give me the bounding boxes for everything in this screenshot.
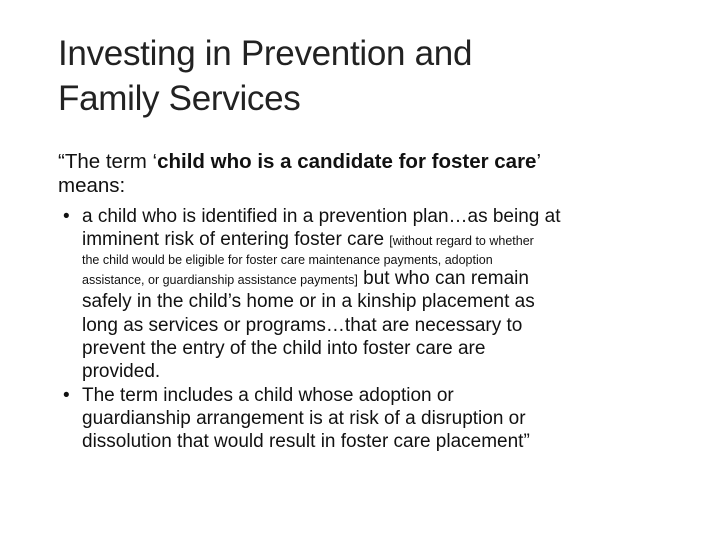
- bullet-1-line: a child who is identified in a prevention plan…as being at: [82, 206, 561, 227]
- bullet-1-small-line: the child would be eligible for foster care maintenance payments, adoption: [82, 253, 493, 267]
- intro-open: “The term ‘: [58, 150, 158, 173]
- title-line-2: Family Services: [58, 79, 301, 118]
- bullet-1-line: provided.: [82, 361, 161, 382]
- bullet-2-line: The term includes a child whose adoption or: [82, 385, 454, 406]
- title-line-1: Investing in Prevention and: [58, 34, 473, 73]
- bullet-2-line: guardianship arrangement is at risk of a disruption or: [82, 408, 526, 429]
- intro-close: ’: [536, 150, 542, 173]
- bullet-1-line: long as services or programs…that are necessary to: [82, 315, 523, 336]
- intro-bold-term: child who is a candidate for foster care: [157, 150, 537, 173]
- intro-line-1: [58, 150, 541, 174]
- bullet-icon: •: [63, 385, 70, 406]
- text: but who can remain: [363, 268, 529, 289]
- small-text: assistance, or guardianship assistance payments]: [82, 273, 358, 287]
- bullet-1-line: safely in the child’s home or in a kinship placement as: [82, 291, 535, 312]
- bullet-2-line: dissolution that would result in foster care placement”: [82, 431, 530, 452]
- bullet-1-line: [82, 268, 529, 290]
- intro-line-2: means:: [58, 174, 126, 197]
- bullet-icon: •: [63, 206, 70, 227]
- bullet-1-line: prevent the entry of the child into foster care are: [82, 338, 486, 359]
- small-text: [without regard to whether: [389, 234, 534, 248]
- text: imminent risk of entering foster care: [82, 229, 385, 250]
- bullet-1-line: [82, 229, 534, 251]
